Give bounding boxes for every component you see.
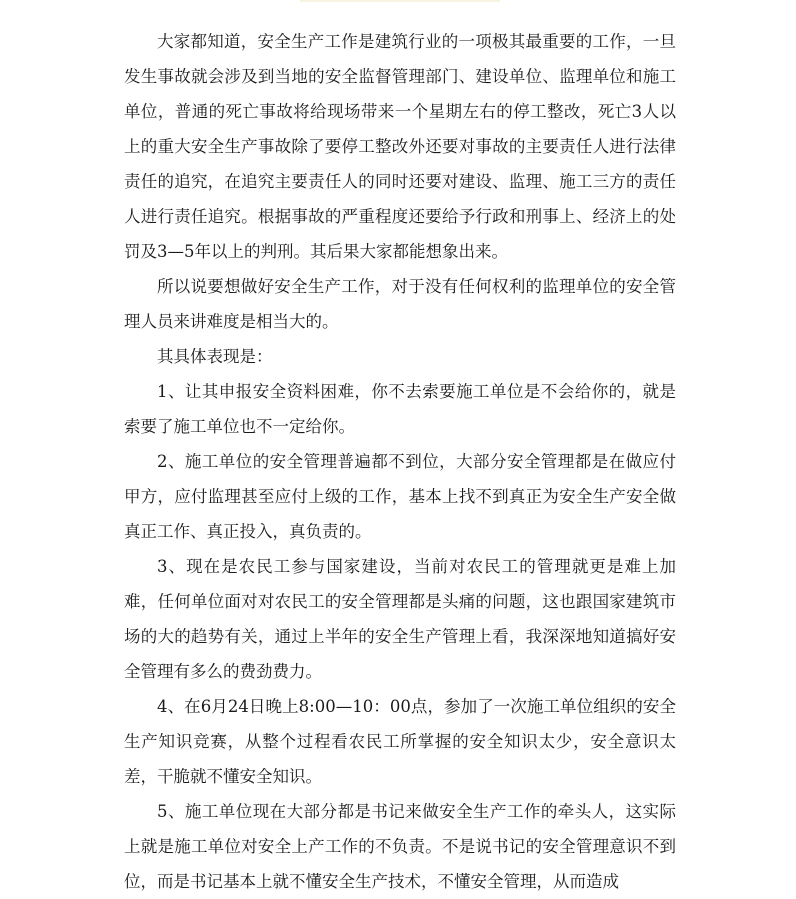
list-item-1: 1、让其申报安全资料困难，你不去索要施工单位是不会给你的，就是索要了施工单位也不一定给你。: [124, 382, 676, 436]
list-item-3: 3、现在是农民工参与国家建设，当前对农民工的管理就更是难上加难，任何单位面对对农民工的安全管理都是头痛的问题，这也跟国家建筑市场的大的趋势有关，通过上半年的安全生产管理上看，我深深地知道搞好安全管理有多么的费劲费力。: [124, 557, 676, 681]
list-item-4: 4、在6月24日晚上8:00—10：00点，参加了一次施工单位组织的安全生产知识竞赛，从整个过程看农民工所掌握的安全知识太少，安全意识太差，干脆就不懂安全知识。: [124, 697, 676, 786]
paragraph-difficulty: 所以说要想做好安全生产工作，对于没有任何权利的监理单位的安全管理人员来讲难度是相当大的。: [124, 277, 676, 331]
document-body: [124, 24, 676, 899]
paragraph-manifestations-heading: 其具体表现是：: [157, 347, 273, 366]
paragraph-intro: 大家都知道，安全生产工作是建筑行业的一项极其最重要的工作，一旦发生事故就会涉及到当地的安全监督管理部门、建设单位、监理单位和施工单位，普通的死亡事故将给现场带来一个星期左右的停工整改，死亡3人以上的重大安全生产事故除了要停工整改外还要对事故的主要责任人进行法律责任的追究，在追究主要责任人的同时还要对建设、监理、施工三方的责任人进行责任追究。根据事故的严重程度还要给予行政和刑事上、经济上的处罚及3—5年以上的判刑。其后果大家都能想象出来。: [124, 32, 676, 261]
cut-off-title-remnant: [300, 0, 500, 2]
list-item-5: 5、施工单位现在大部分都是书记来做安全生产工作的牵头人，这实际上就是施工单位对安全上产工作的不负责。不是说书记的安全管理意识不到位，而是书记基本上就不懂安全生产技术，不懂安全管理，从而造成: [124, 802, 676, 891]
list-item-2: 2、施工单位的安全管理普遍都不到位，大部分安全管理都是在做应付甲方，应付监理甚至应付上级的工作，基本上找不到真正为安全生产安全做真正工作、真正投入，真负责的。: [124, 452, 676, 541]
